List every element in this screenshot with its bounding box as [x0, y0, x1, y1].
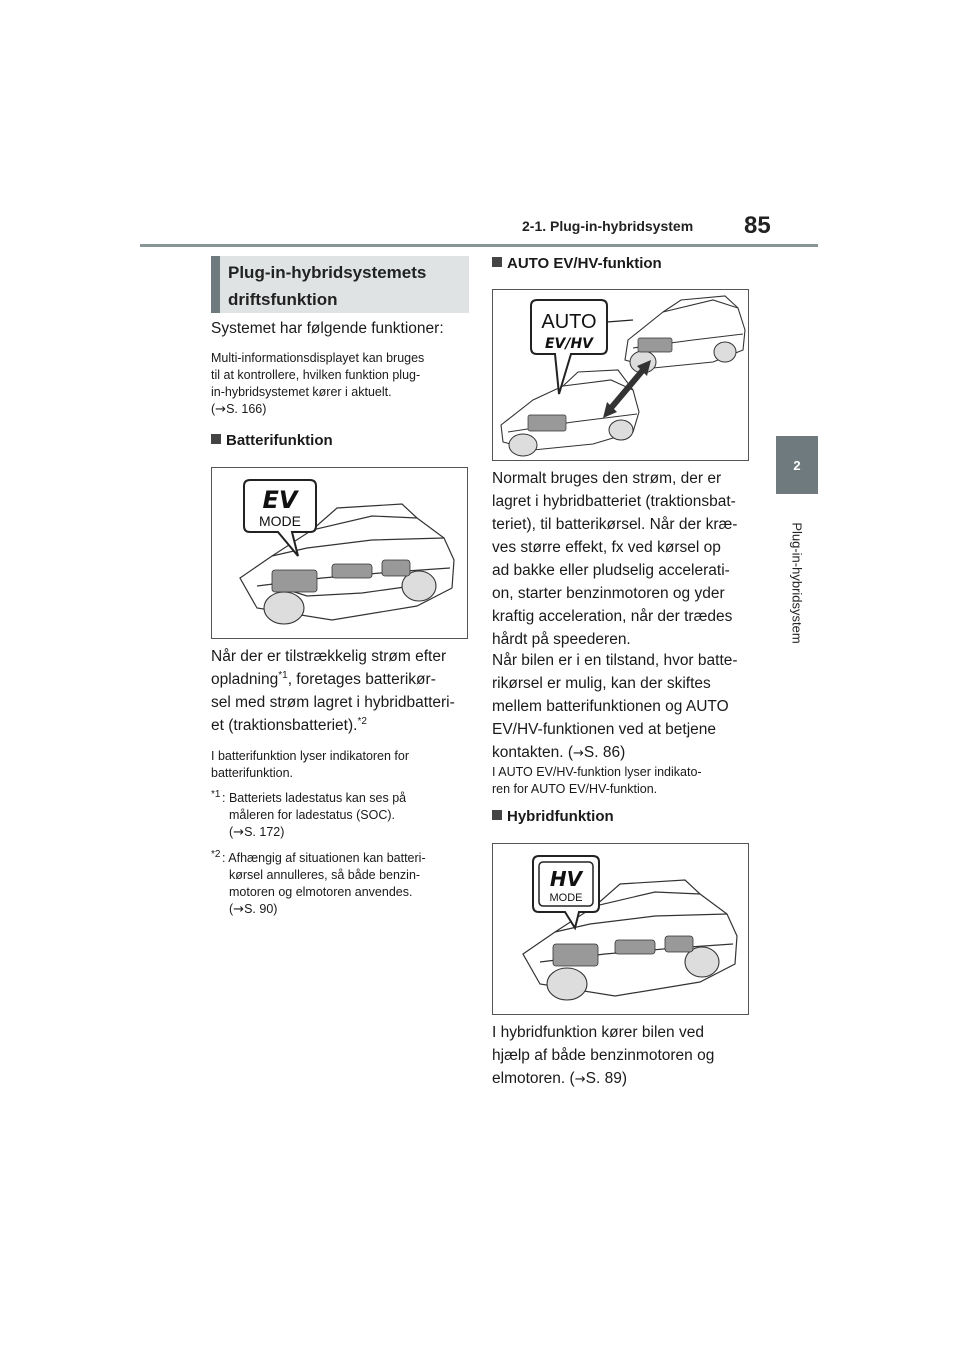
body-line: teriet), til batterikørsel. Når der kræ-: [492, 516, 738, 533]
chapter-number: 2: [793, 457, 801, 473]
body-line: ad bakke eller pludselig accelerati-: [492, 562, 730, 579]
section-title: 2-1. Plug-in-hybridsystem: [522, 218, 694, 234]
page-ref[interactable]: S. 86): [583, 744, 626, 761]
header-rule: [140, 244, 818, 247]
footnote-line: : Afhængig af situationen kan batteri-: [222, 851, 426, 865]
body-line: , foretages batterikør-: [287, 671, 436, 688]
hv-car-illustration: [493, 844, 748, 1014]
footnote-mark: *2: [211, 848, 221, 860]
footnote-ref: *1: [278, 669, 288, 681]
badge-auto-text: AUTO: [541, 311, 597, 333]
ref-arrow-icon: →: [233, 902, 245, 917]
battery-figure: [211, 467, 468, 639]
hybrid-title: Hybridfunktion: [507, 808, 614, 825]
ref-open: (: [211, 402, 216, 416]
footnote-line: motoren og elmotoren anvendes.: [229, 885, 413, 899]
hybrid-subheading: [492, 808, 614, 825]
body-line: Når der er tilstrækkelig strøm efter: [211, 648, 447, 665]
footnote-ref: *2: [357, 715, 367, 727]
ref-open: (: [229, 825, 234, 839]
body-line: mellem batterifunktionen og AUTO: [492, 698, 729, 715]
badge-mode-text: MODE: [549, 892, 583, 904]
ref-arrow-icon: →: [573, 746, 584, 761]
auto-title: AUTO EV/HV-funktion: [507, 255, 662, 272]
hybrid-figure: [492, 843, 749, 1015]
auto-figure: [492, 289, 749, 461]
body-line: on, starter benzinmotoren og yder: [492, 585, 725, 602]
intro-note: [211, 350, 471, 418]
body-line: hjælp af både benzinmotoren og: [492, 1047, 715, 1064]
body-line: I hybridfunktion kører bilen ved: [492, 1024, 704, 1041]
footnote-line: kørsel annulleres, så både benzin-: [229, 868, 421, 882]
chapter-name: Plug-in-hybridsystem: [789, 521, 805, 644]
note-line: I AUTO EV/HV-funktion lyser indikato-: [492, 765, 702, 779]
chapter-side-label: [782, 505, 812, 660]
page-ref[interactable]: S. 166): [226, 402, 267, 416]
body-line: elmotoren.: [492, 1070, 566, 1087]
ref-arrow-icon: →: [574, 1072, 586, 1087]
square-bullet-icon: [211, 434, 221, 444]
note-line: Multi-informationsdisplayet kan bruges: [211, 351, 425, 365]
square-bullet-icon: [492, 257, 502, 267]
ref-arrow-icon: →: [215, 402, 227, 417]
note-line: I batterifunktion lyser indikatoren for: [211, 749, 410, 763]
body-line: lagret i hybridbatteriet (traktionsbat-: [492, 493, 736, 510]
body-line: kraftig acceleration, når der trædes: [492, 608, 733, 625]
section-heading: [211, 256, 469, 313]
battery-body: [211, 645, 476, 737]
ev-car-illustration: [212, 468, 467, 638]
hybrid-body: [492, 1021, 762, 1091]
battery-subheading: [211, 432, 333, 449]
badge-mode-text: MODE: [259, 513, 301, 529]
body-line: rikørsel er mulig, kan der skiftes: [492, 675, 711, 692]
heading-line-1: Plug-in-hybridsystemets: [228, 263, 427, 282]
badge-evhv-text: EV/HV: [544, 336, 594, 352]
footnote-mark: *1: [211, 788, 221, 800]
ref-open: (: [567, 744, 574, 761]
ref-open: (: [569, 1070, 575, 1087]
auto-body-1: [492, 467, 762, 651]
footnote-1: [211, 790, 473, 841]
chapter-tab[interactable]: [776, 436, 818, 494]
footnote-line: : Batteriets ladestatus kan ses på: [222, 791, 407, 805]
heading-line-2: driftsfunktion: [228, 290, 338, 309]
body-line: opladning: [211, 671, 279, 688]
note-line: til at kontrollere, hvilken funktion plug-: [211, 368, 421, 382]
badge-hv-text: HV: [549, 867, 583, 891]
page-ref[interactable]: S. 172): [244, 825, 285, 839]
body-line: sel med strøm lagret i hybridbatteri-: [211, 694, 455, 711]
body-line: ves større effekt, fx ved kørsel op: [492, 539, 721, 556]
note-line: ren for AUTO EV/HV-funktion.: [492, 782, 658, 796]
body-line: Normalt bruges den strøm, der er: [492, 470, 722, 487]
body-line: kontakten.: [492, 744, 564, 761]
auto-subheading: [492, 255, 662, 272]
footnote-2: [211, 850, 473, 918]
auto-note: [492, 764, 762, 798]
body-line: Når bilen er i en tilstand, hvor batte-: [492, 652, 738, 669]
body-line: hårdt på speederen.: [492, 631, 631, 648]
page-ref[interactable]: S. 89): [585, 1070, 627, 1087]
body-line: EV/HV-funktionen ved at betjene: [492, 721, 717, 738]
page-number: 85: [744, 212, 771, 239]
ref-arrow-icon: →: [233, 825, 245, 840]
auto-body-2: [492, 649, 762, 765]
battery-note: [211, 748, 471, 782]
footnote-line: måleren for ladestatus (SOC).: [229, 808, 396, 822]
intro-text: Systemet har følgende funktioner:: [211, 320, 444, 337]
battery-title: Batterifunktion: [226, 432, 333, 449]
auto-cars-illustration: [493, 290, 748, 460]
switch-arrow-icon: [603, 360, 651, 418]
note-line: batterifunktion.: [211, 766, 293, 780]
ref-open: (: [229, 902, 234, 916]
badge-ev-text: EV: [262, 486, 298, 514]
note-line: in-hybridsystemet kører i aktuelt.: [211, 385, 392, 399]
body-line: et (traktionsbatteriet).: [211, 717, 358, 734]
square-bullet-icon: [492, 810, 502, 820]
page-ref[interactable]: S. 90): [244, 902, 278, 916]
